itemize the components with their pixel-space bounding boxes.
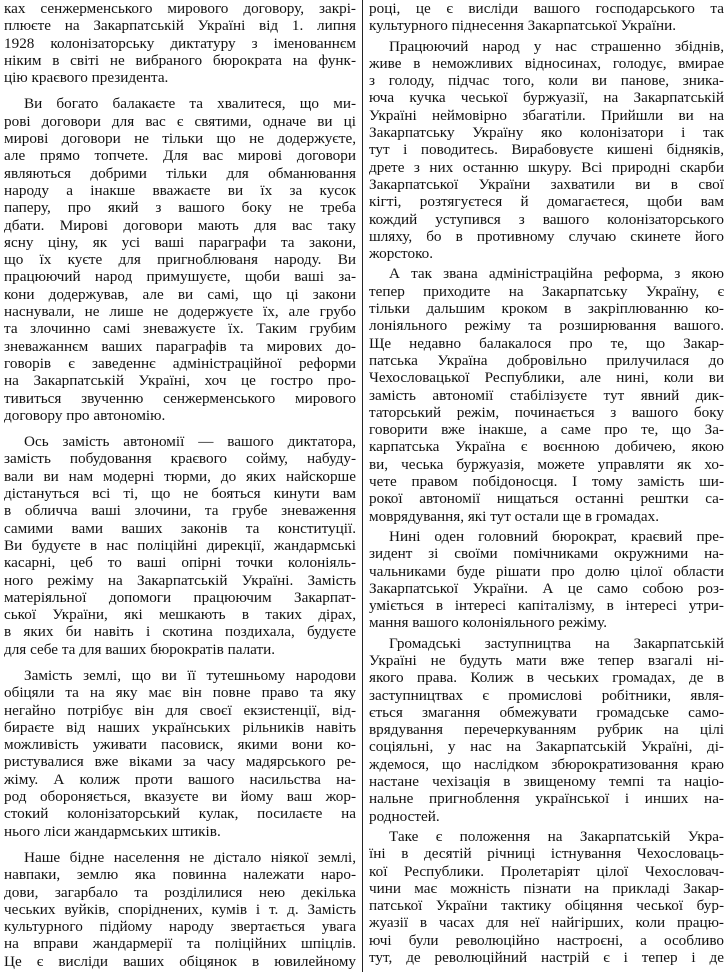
text-line: бираєте від наших українських рільників навіть <box>4 718 356 736</box>
text-line: Чехословацької Республики, але нині, коли ви <box>369 369 724 387</box>
text-line: кої Республики. Пролетаріят цілої Чехословач- <box>369 862 724 880</box>
text-line: жорстоко. <box>369 245 434 263</box>
text-line: родностей. <box>369 807 440 825</box>
text-line: настане чехізація в звищеному темпі та націо- <box>369 773 724 791</box>
text-line: на вправи жандармерії та поліційних шпіцлів. <box>4 935 356 953</box>
text-line: ного режіму на Закарпатській Україні. Замість <box>4 571 356 589</box>
text-line: говорити вже інакше, а саме про те, що За- <box>369 421 724 439</box>
paragraph <box>369 38 724 263</box>
text-line: рокої автономії нищаться останні рештки са- <box>369 490 724 508</box>
text-line: тепер приходите на Закарпатську Україну, є <box>369 282 724 300</box>
text-line: Закарпатської України захватили ви в свої <box>369 175 724 193</box>
text-line: негайно потрібує він для своєї екзистенції, від- <box>4 701 356 719</box>
text-line: жіму. А колиж проти вашого насильства на- <box>4 770 356 788</box>
text-line: заступництвах є промислові робітники, явля- <box>369 686 724 704</box>
text-line: живе в неможливих відносинах, голодує, вмирае <box>369 54 724 72</box>
text-line: ках сенжерменського мирового договору, закрі- <box>4 0 356 17</box>
paragraph <box>369 0 724 35</box>
text-line: що їх куєте для пригноблюваня народу. Ви <box>4 251 356 269</box>
text-line: дови, загарбало та розділилися нею декілька <box>4 883 356 901</box>
text-line: та злочинно самі зневажуєте їх. Таким грубим <box>4 320 356 338</box>
text-line: Закарпатської України. А це само собою роз- <box>369 579 724 597</box>
text-line: нальне пригноблення української і инших на- <box>369 790 724 808</box>
text-line: тут і поводитесь. Вирабовуєте кишені бідняків, <box>369 141 724 159</box>
text-line: Ось замість автономії — вашого диктатора, <box>24 433 356 451</box>
text-line: моврядування, які тут остали ще в громадах. <box>369 507 660 525</box>
paragraph <box>4 0 356 86</box>
text-line: стокий колонізаторський кулак, посилаєте на <box>4 805 356 823</box>
text-line: паперу, про який з вашого боку не треба <box>4 199 356 217</box>
text-line: Україні не будуть мати вже тепер взагалі ні- <box>369 651 724 669</box>
text-line: ючі були революційно настроєні, а особливо <box>369 931 724 949</box>
paragraph <box>369 828 724 966</box>
text-line: ви, чеська буржуазія, можете управляти як хо- <box>369 455 724 473</box>
paragraph <box>369 265 724 524</box>
text-line: кігті, розтягуєтеся й домагаєтеся, щоби вам <box>369 193 724 211</box>
text-line: чини має можність пізнати на прикладі Закар- <box>369 879 724 897</box>
text-line: таторський режім, починається з вашого боку <box>369 403 724 421</box>
text-line: патської України тактику обіцяння чеської бур- <box>369 897 724 915</box>
text-line: Таке є положення на Закарпатській Укра- <box>389 827 724 845</box>
text-line: говорів є заведеннє адміністраційної реформи <box>4 354 356 372</box>
text-line: дбати. Мирові договори мають для вас таку <box>4 216 356 234</box>
text-line: Працюючий народ у нас страшенно збіднів, <box>389 37 724 55</box>
text-line: чете правом побідоносця. І тому замість ши- <box>369 473 724 491</box>
text-line: зидент зі своїми помічниками окружними на- <box>369 545 724 563</box>
text-line: ється змагання обмежувати громадське само- <box>369 703 724 721</box>
text-line: чеських вуйків, споріднених, кумів і т. д. Замість <box>4 900 356 918</box>
text-line: ристувалися вже віками за часу мадярського ре- <box>4 753 356 771</box>
text-line: тут, де революційний настрій є і тепер і де <box>369 949 724 967</box>
text-line: жуазії в часах для неї найгірших, коли працю- <box>369 914 724 932</box>
text-line: можливість уживати пасовиск, якими вони ко- <box>4 736 356 754</box>
text-line: році, це є висліди вашого господарського та <box>369 0 724 17</box>
text-line: наснували, не лише не додержуєте їх, але грубо <box>4 303 356 321</box>
text-line: вали ви нам модерні тюрми, до яких найскорше <box>4 467 356 485</box>
column-divider <box>362 0 363 972</box>
paragraph <box>369 635 724 825</box>
text-line: являються добрими тільки для обманювання <box>4 164 356 182</box>
text-line: соціяльні, у нас на Закарпатській Україні, ді- <box>369 738 724 756</box>
text-line: нього ліси жандармських штиків. <box>4 822 221 840</box>
text-line: дістануться всі ті, що не бояться кинути вам <box>4 485 356 503</box>
text-line: 1928 колонізаторську диктатуру з іменованнєм <box>4 34 356 52</box>
text-line: ніким в світі не вибраного бюрократа на функ- <box>4 51 356 69</box>
text-line: касарні, цеб то ваші опірні точки колоніяль- <box>4 554 356 572</box>
text-line: культурного підйому народу звертається увага <box>4 918 356 936</box>
text-line: род обороняється, вказуєте ви йому ваш жор- <box>4 788 356 806</box>
text-line: юча кучка чеської буржуазії, на Закарпатській <box>369 89 724 107</box>
text-line: Україні неймовірно збагатіли. Прийшли ви на <box>369 106 724 124</box>
text-line: А так звана адміністраційна реформа, з якою <box>389 265 724 283</box>
text-line: мання вашого колоніяльного режіму. <box>369 614 608 632</box>
text-line: цію краєвого президента. <box>4 69 169 87</box>
text-line: патська Україна добровільно прилучилася до <box>369 351 724 369</box>
text-line: плюєте на Закарпатській Україні від 1. липня <box>4 17 356 35</box>
text-line: якого права. Колиж в чеських громадах, де в <box>369 669 724 687</box>
text-line: лоніяльного режіму та розширювання вашого. <box>369 317 724 335</box>
text-line: кони додержував, але ви самі, що ці закони <box>4 285 356 303</box>
text-line: для себе та для ваших бюрократів палати. <box>4 640 276 658</box>
text-line: Ви богато балакаєте та хвалитеся, що ми- <box>24 95 356 113</box>
text-line: ждемося, що наслідком збюрократизовання краю <box>369 755 724 773</box>
text-line: навпаки, землю яка повинна належати наро- <box>4 866 356 884</box>
text-line: працюючий народ примушуєте, щоби ваші за- <box>4 268 356 286</box>
text-line: Закарпатську Україну яко колонізатори і так <box>369 124 724 142</box>
text-line: Це є висліди ваших обіцянок в ювилейному <box>4 952 356 970</box>
text-line: уміється в інтересі капіталізму, в інтересі утри- <box>369 597 724 615</box>
text-line: в обличча ваші злочини, та грубе зневаження <box>4 502 356 520</box>
text-line: ської України, які мешкають в таких дірах, <box>4 606 356 624</box>
text-line: самими вами ваших законів та конституції. <box>4 519 356 537</box>
paragraph <box>4 433 356 658</box>
text-line: замість побудовання краєвого сойму, набуду- <box>4 450 356 468</box>
text-line: Замість землі, що ви її тутешньому народови <box>24 666 356 684</box>
text-line: мирові договори не тільки що не додержуєте, <box>4 130 356 148</box>
text-line: їні в десятій річниці істнування Чехословаць- <box>369 845 724 863</box>
text-line: тивиться звученню сенжерменського мирового <box>4 389 356 407</box>
text-line: тільки дальшим кроком в закріплюванню ко- <box>369 300 724 318</box>
text-line: на Закарпатській Україні, хоч це гостро про- <box>4 372 356 390</box>
paragraph <box>4 667 356 840</box>
text-line: кождий уступився з вашого колонізаторського <box>369 210 724 228</box>
text-line: чальниками буде рішати про долю цілої области <box>369 562 724 580</box>
text-line: матеріяльної допомоги працюючим Закарпат- <box>4 588 356 606</box>
text-line: зневажаннєм ваших параграфів та мирових до- <box>4 337 356 355</box>
text-line: карпатська Україна є воєнною добичею, якою <box>369 438 724 456</box>
text-line: договору про автономію. <box>4 406 166 424</box>
text-column-right <box>369 0 724 966</box>
text-line: обіцяли та на яку має він повне право та яку <box>4 684 356 702</box>
text-line: Ще недавно балакалося про те, що Закар- <box>369 334 724 352</box>
text-line: Наше бідне населення не дістало ніякої землі, <box>24 848 356 866</box>
text-line: ясну ціну, як усі ваші параграфи та закони, <box>4 233 356 251</box>
text-line: шляху, бо в противному случаю скинете його <box>369 227 724 245</box>
paragraph <box>4 95 356 424</box>
text-line: культурного піднесення Закарпатської України. <box>369 17 677 35</box>
text-line: в яких би навіть і скотина поздихала, будуєте <box>4 623 356 641</box>
text-line: але прямо топчете. Для вас мирові договори <box>4 147 356 165</box>
paragraph <box>4 849 356 970</box>
text-column-left <box>4 0 356 970</box>
text-line: Ви будуєте в нас поліційні дирекції, жандармські <box>4 536 356 554</box>
paragraph <box>369 528 724 632</box>
text-line: з голоду, підчас того, коли ви панове, зника- <box>369 72 724 90</box>
text-line: дрете з них останню шкуру. Всі природні скарби <box>369 158 724 176</box>
text-line: народу а інакше вважаєте ви їх за кусок <box>4 181 356 199</box>
text-line: врядування перечеркуванням рубрик на цілі <box>369 721 724 739</box>
text-line: Нині оден головний бюрократ, краєвий пре- <box>389 527 724 545</box>
text-line: рові договори для вас є святими, одначе ви ці <box>4 112 356 130</box>
text-line: Громадські заступництва на Закарпатській <box>389 634 724 652</box>
text-line: замість автономії стабілізуєте тут явний дик- <box>369 386 724 404</box>
